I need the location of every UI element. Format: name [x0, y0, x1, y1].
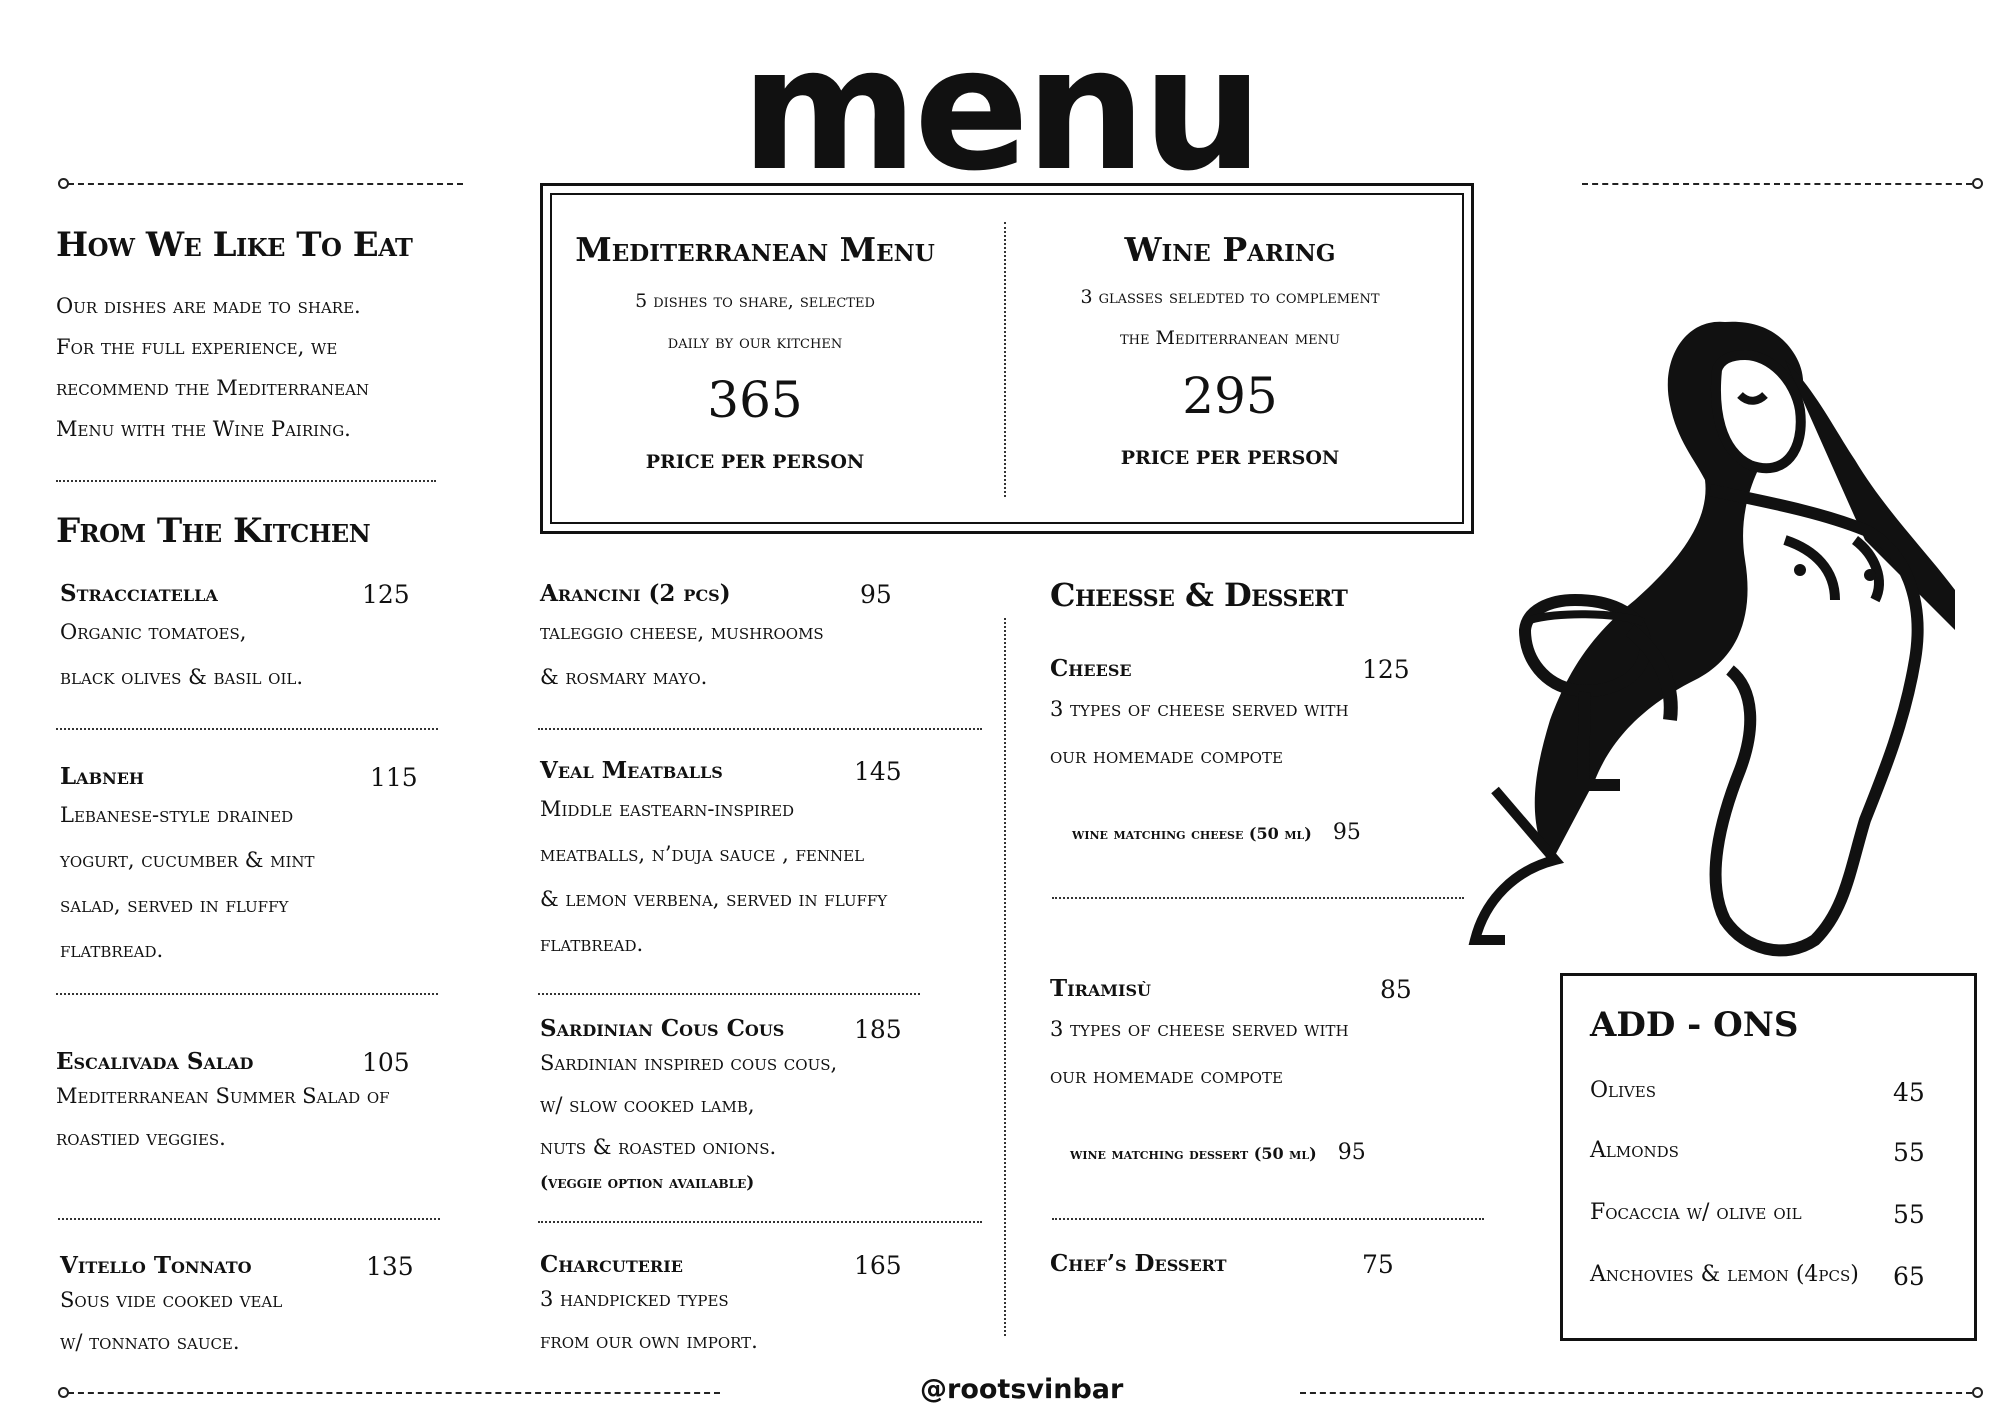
wine-matching-label: wine matching dessert (50 ml): [1070, 1144, 1317, 1163]
rule-endpoint: [1972, 1387, 1983, 1398]
item-name: Tiramisù: [1050, 975, 1152, 1002]
menu-item-cheese: [1050, 655, 1410, 780]
item-desc-line: roastied veggies.: [56, 1126, 226, 1150]
item-desc-line: & rosmary mayo.: [540, 665, 708, 689]
top-left-rule: [68, 183, 463, 185]
item-price: 105: [362, 1048, 410, 1077]
addon-price: 55: [1893, 1200, 1925, 1229]
mediterranean-menu-price-note: PRICE PER PERSON: [645, 451, 865, 473]
set-menu-divider: [1004, 222, 1006, 497]
menu-item-tiramisu: [1050, 975, 1410, 1100]
how-we-eat-line: For the full experience, we: [56, 335, 338, 359]
divider: [538, 993, 920, 995]
item-price: 135: [366, 1252, 414, 1281]
how-we-eat-heading: How We Like To Eat: [56, 225, 413, 265]
item-name: Vitello Tonnato: [60, 1252, 252, 1279]
item-price: 145: [854, 757, 902, 786]
item-desc-line: Sous vide cooked veal: [60, 1288, 283, 1312]
item-desc-line: 3 types of cheese served with: [1050, 1017, 1349, 1041]
how-we-eat-line: Our dishes are made to share.: [56, 294, 361, 318]
item-name: Escalivada Salad: [56, 1048, 254, 1075]
item-desc-line: meatballs, n’duja sauce , fennel: [540, 842, 865, 866]
item-name: Sardinian Cous Cous: [540, 1015, 785, 1042]
item-price: 125: [1362, 655, 1410, 684]
how-we-eat-line: Menu with the Wine Pairing.: [56, 417, 351, 441]
item-desc-line: Sardinian inspired cous cous,: [540, 1051, 838, 1075]
wine-pairing-line: the Mediterranean menu: [1120, 327, 1340, 349]
wine-pairing-price: 295: [1182, 367, 1278, 425]
mediterranean-menu-name: Mediterranean Menu: [575, 230, 935, 269]
menu-item: [540, 580, 910, 700]
item-price: 185: [854, 1015, 902, 1044]
rule-endpoint: [1972, 178, 1983, 189]
item-desc-line: our homemade compote: [1050, 744, 1283, 768]
item-desc-line: Organic tomatoes,: [60, 620, 247, 644]
menu-item: [540, 1015, 960, 1198]
item-price: 125: [362, 580, 410, 609]
addon-name: Olives: [1590, 1078, 1656, 1103]
divider: [56, 480, 436, 482]
bottom-left-rule: [68, 1392, 720, 1394]
item-desc-line: 3 handpicked types: [540, 1287, 729, 1311]
item-desc-line: yogurt, cucumber & mint: [60, 848, 315, 872]
item-name: Charcuterie: [540, 1251, 683, 1278]
item-price: 75: [1362, 1250, 1394, 1279]
item-desc-line: salad, served in fluffy: [60, 893, 289, 917]
item-desc-line: Mediterranean Summer Salad of: [56, 1084, 390, 1108]
item-price: 95: [860, 580, 892, 609]
item-name: Labneh: [60, 763, 145, 790]
addons-heading: ADD - ONS: [1590, 1005, 1799, 1045]
wine-pairing-price-note: PRICE PER PERSON: [1120, 447, 1340, 469]
addon-price: 45: [1893, 1078, 1925, 1107]
wine-matching-cheese: [1072, 820, 1361, 845]
divider: [538, 728, 982, 730]
item-desc-line: flatbread.: [60, 938, 164, 962]
addon-price: 65: [1893, 1262, 1925, 1291]
divider: [538, 1221, 982, 1223]
kitchen-heading: From The Kitchen: [56, 511, 371, 551]
wine-matching-label: wine matching cheese (50 ml): [1072, 824, 1312, 843]
addon-name: Anchovies & lemon (4pcs): [1590, 1262, 1859, 1287]
how-we-eat-text: [56, 286, 436, 450]
woman-with-wine-glass-illustration: [1455, 300, 2000, 960]
item-name: Arancini (2 pcs): [540, 580, 731, 607]
item-desc-line: black olives & basil oil.: [60, 665, 304, 689]
wine-matching-dessert: [1070, 1140, 1366, 1165]
menu-item: [60, 763, 418, 973]
menu-item: [540, 757, 990, 967]
wine-pairing-line: 3 glasses seledted to complement: [1080, 286, 1380, 308]
item-desc-line: taleggio cheese, mushrooms: [540, 620, 824, 644]
mediterranean-menu-line: 5 dishes to share, selected: [635, 290, 875, 312]
item-price: 115: [370, 763, 418, 792]
item-name: Cheese: [1050, 655, 1132, 682]
item-desc-line: w/ slow cooked lamb,: [540, 1093, 755, 1117]
wine-matching-price: 95: [1337, 1140, 1366, 1165]
menu-item: [60, 580, 410, 700]
menu-item: [60, 1252, 414, 1363]
item-desc-line: from our own import.: [540, 1329, 758, 1353]
wine-pairing-name: Wine Paring: [1124, 230, 1336, 269]
addon-name: Almonds: [1590, 1138, 1679, 1163]
menu-item: [540, 1251, 910, 1362]
addon-price: 55: [1893, 1138, 1925, 1167]
instagram-handle[interactable]: @rootsvinbar: [920, 1374, 1124, 1405]
item-desc-line: & lemon verbena, served in fluffy: [540, 887, 888, 911]
menu-item-chefs-dessert: [1050, 1250, 1410, 1277]
menu-item: [56, 1048, 436, 1159]
item-desc-line: Lebanese-style drained: [60, 803, 294, 827]
top-right-rule: [1582, 183, 1972, 185]
item-price: 165: [854, 1251, 902, 1280]
item-desc-line: 3 types of cheese served with: [1050, 697, 1349, 721]
item-name: Chef’s Dessert: [1050, 1250, 1227, 1277]
divider: [56, 993, 438, 995]
item-name: Veal Meatballs: [540, 757, 723, 784]
item-desc-line: flatbread.: [540, 932, 644, 956]
mediterranean-menu: [560, 230, 950, 473]
item-desc-line: nuts & roasted onions.: [540, 1135, 777, 1159]
mediterranean-menu-line: daily by our kitchen: [667, 331, 843, 353]
item-desc-line: our homemade compote: [1050, 1064, 1283, 1088]
wine-pairing: [1035, 230, 1425, 469]
how-we-eat-line: recommend the Mediterranean: [56, 376, 370, 400]
divider: [56, 728, 438, 730]
wine-matching-price: 95: [1332, 820, 1361, 845]
item-note: (veggie option available): [540, 1173, 755, 1193]
divider: [1052, 1218, 1484, 1220]
item-desc-line: w/ tonnato sauce.: [60, 1330, 240, 1354]
divider: [58, 1218, 440, 1220]
mediterranean-menu-price: 365: [707, 371, 803, 429]
divider: [1052, 897, 1464, 899]
dessert-heading: Cheesse & Dessert: [1050, 576, 1348, 614]
item-desc-line: Middle eastearn-inspired: [540, 797, 795, 821]
item-price: 85: [1380, 975, 1412, 1004]
column-divider: [1004, 618, 1006, 1336]
addon-name: Focaccia w/ olive oil: [1590, 1200, 1802, 1225]
item-name: Stracciatella: [60, 580, 218, 607]
page-title: menu: [740, 11, 1260, 209]
bottom-right-rule: [1300, 1392, 1972, 1394]
